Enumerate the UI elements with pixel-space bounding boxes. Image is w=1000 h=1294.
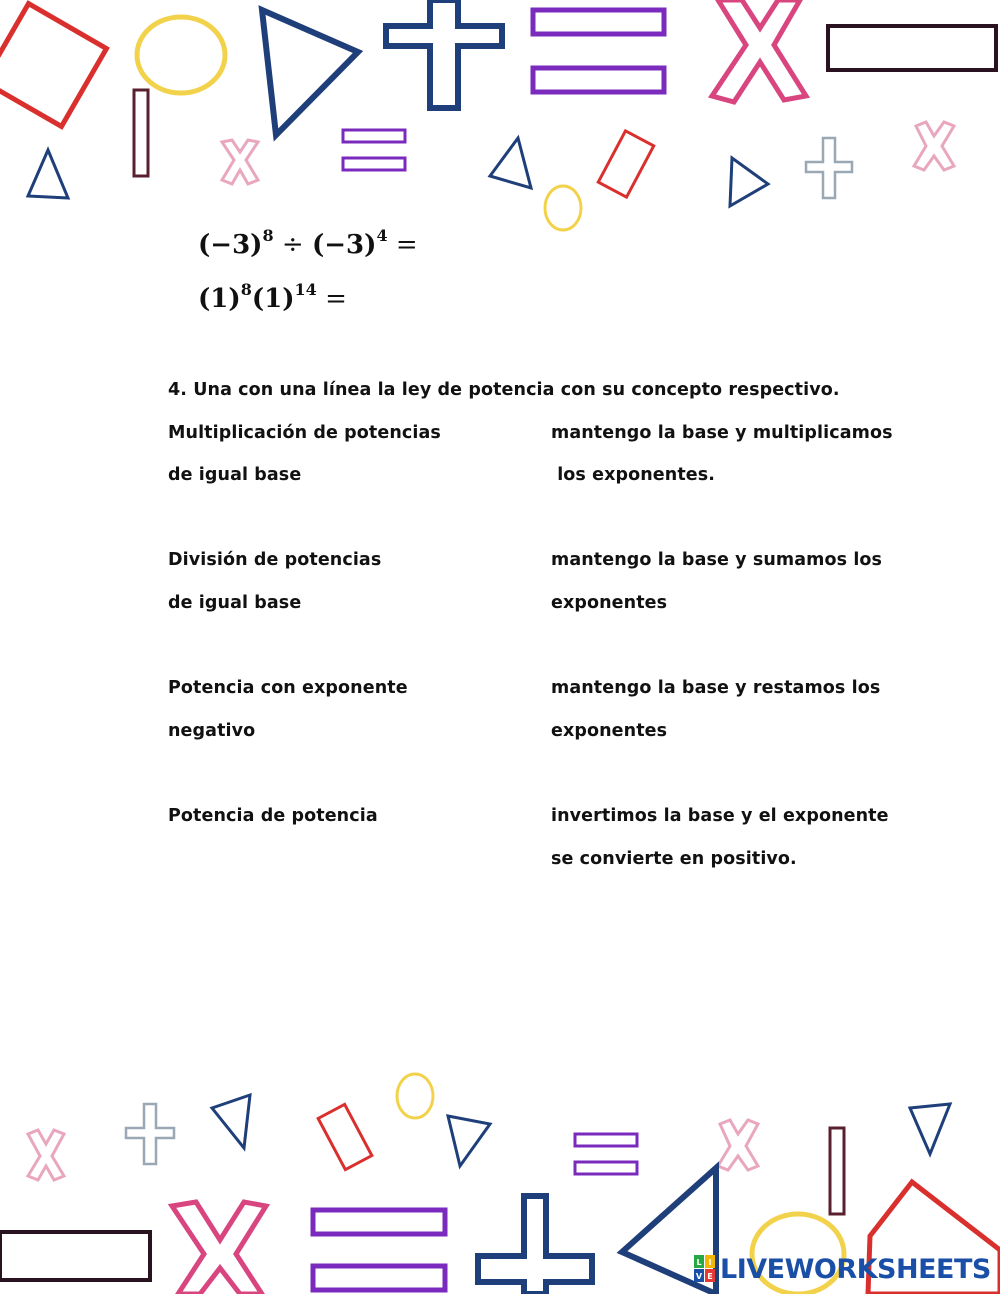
right-item-1-line-1[interactable]: mantengo la base y multiplicamos <box>551 423 893 443</box>
navy-small-triangle-bottom1 <box>212 1095 250 1148</box>
purple-equals-bottom-bottom <box>313 1266 445 1290</box>
navy-small-triangle-bottom2 <box>448 1116 490 1166</box>
badge-letter-l: L <box>696 1258 702 1267</box>
left-item-3-line-2[interactable]: negativo <box>168 721 256 741</box>
eq1-operator: ÷ <box>273 230 312 260</box>
dark-small-bar-bottom <box>830 1128 844 1214</box>
purple-small-equals-top <box>343 130 405 142</box>
pink-x-bottom <box>172 1202 266 1294</box>
left-item-1-line-1[interactable]: Multiplicación de potencias <box>168 423 441 443</box>
lightpink-x-bottom1 <box>28 1130 64 1180</box>
navy-small-triangle3-shape <box>730 158 768 206</box>
eq1-equals: = <box>387 230 418 260</box>
eq2-equals: = <box>316 284 347 314</box>
dark-rectangle-bottom <box>0 1232 150 1280</box>
right-item-4-line-1[interactable]: invertimos la base y el exponente <box>551 806 889 826</box>
red-small-diamond-bottom <box>318 1104 372 1169</box>
navy-small-triangle-bottom3 <box>910 1104 950 1154</box>
eq2-exp2: 14 <box>294 280 317 299</box>
purple-small-equals-bottom-top <box>575 1134 637 1146</box>
badge-letter-i: I <box>708 1258 712 1267</box>
badge-letter-v: V <box>695 1272 703 1281</box>
eq1-base2: (−3) <box>311 230 377 260</box>
gray-small-plus-shape <box>806 138 852 198</box>
right-item-2-line-1[interactable]: mantengo la base y sumamos los <box>551 550 883 570</box>
right-item-1-line-2[interactable]: los exponentes. <box>551 465 716 485</box>
eq2-exp1: 8 <box>240 280 252 299</box>
eq2-base2: (1) <box>251 284 295 314</box>
dark-bar-shape <box>134 90 148 176</box>
right-item-3-line-1[interactable]: mantengo la base y restamos los <box>551 678 881 698</box>
red-small-diamond-shape <box>598 131 653 197</box>
right-item-2-line-2[interactable]: exponentes <box>551 593 668 613</box>
liveworksheets-logo[interactable] <box>694 1252 991 1286</box>
yellow-small-circle-shape <box>545 186 581 230</box>
eq2-base1: (1) <box>198 284 241 314</box>
navy-small-triangle2-shape <box>490 138 531 188</box>
brand-text: LIVEWORKSHEETS <box>720 1253 991 1285</box>
navy-small-triangle-shape <box>28 150 68 198</box>
left-item-1-line-2[interactable]: de igual base <box>168 465 302 485</box>
eq1-exp1: 8 <box>262 226 274 245</box>
left-item-3-line-1[interactable]: Potencia con exponente <box>168 678 408 698</box>
yellow-circle-shape <box>137 17 225 93</box>
dark-rectangle-shape <box>828 26 996 70</box>
left-item-2-line-2[interactable]: de igual base <box>168 593 302 613</box>
lightpink-x-bottom2 <box>718 1120 758 1170</box>
equation-multiplication <box>198 280 347 314</box>
lightpink-x-small-shape <box>222 140 258 184</box>
yellow-small-circle-bottom <box>397 1074 433 1118</box>
purple-equals-top-bar <box>533 10 664 34</box>
equation-division <box>198 226 418 260</box>
top-shapes-decoration <box>0 0 1000 240</box>
right-item-3-line-2[interactable]: exponentes <box>551 721 668 741</box>
lightpink-x-small2-shape <box>914 122 954 170</box>
purple-equals-bottom-top <box>313 1210 445 1234</box>
navy-plus-bottom <box>478 1196 592 1294</box>
navy-plus-shape <box>386 0 502 108</box>
right-item-4-line-2[interactable]: se convierte en positivo. <box>551 849 797 869</box>
navy-triangle-shape <box>262 10 358 135</box>
left-item-2-line-1[interactable]: División de potencias <box>168 550 382 570</box>
pink-x-shape <box>712 0 806 102</box>
purple-equals-bottom-bar <box>533 68 664 92</box>
purple-small-equals-bottom-bottom <box>575 1162 637 1174</box>
exercise-instruction: 4. Una con una línea la ley de potencia con su concepto respectivo. <box>168 380 840 400</box>
gray-small-plus-bottom <box>126 1104 174 1164</box>
eq1-exp2: 4 <box>376 226 388 245</box>
purple-small-equals-bottom <box>343 158 405 170</box>
eq1-base1: (−3) <box>198 230 263 260</box>
left-item-4-line-1[interactable]: Potencia de potencia <box>168 806 378 826</box>
badge-letter-e: E <box>707 1272 713 1281</box>
live-badge-icon <box>694 1255 716 1283</box>
red-square-shape <box>0 4 106 127</box>
